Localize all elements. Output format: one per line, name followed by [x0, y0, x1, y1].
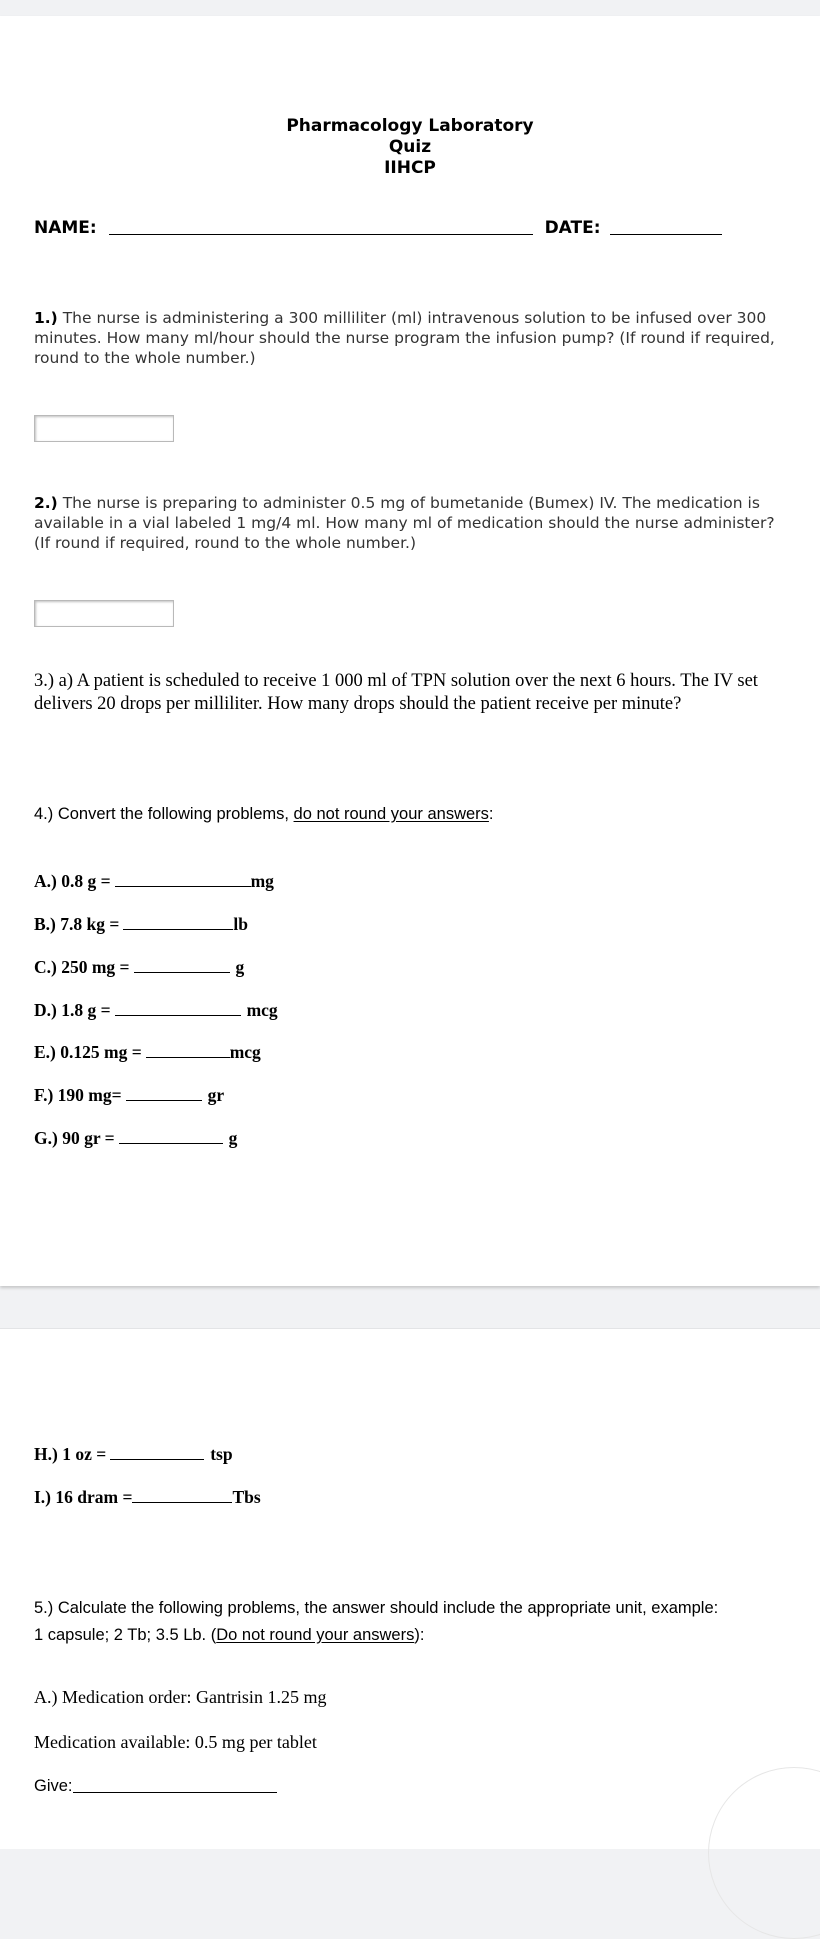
conversion-d-blank[interactable] [115, 1001, 241, 1016]
question-2 [34, 493, 786, 553]
page-corner-decoration [708, 1767, 820, 1939]
conversion-g: G.) 90 gr = g [34, 1128, 238, 1148]
question-2-text: The nurse is preparing to administer 0.5 mg of bumetanide (Bumex) IV. The medication is available in a vial labeled 1 mg/4 ml. How many ml of medication should the nurse administer? (If round if required, round to the whole number.) [34, 494, 775, 552]
conversion-a: A.) 0.8 g = mg [34, 871, 274, 891]
question-5a-available: Medication available: 0.5 mg per tablet [34, 1732, 317, 1752]
name-label: NAME: [34, 218, 97, 238]
question-1-text: The nurse is administering a 300 milliliter (ml) intravenous solution to be infused over 300 minutes. How many ml/hour should the nurse program the infusion pump? (If round if required, round to the whole number.) [34, 309, 775, 367]
conversion-d: D.) 1.8 g = mcg [34, 1000, 278, 1020]
document-page-2 [0, 1328, 820, 1849]
date-blank[interactable] [610, 218, 722, 235]
conversion-h: H.) 1 oz = tsp [34, 1444, 233, 1464]
question-1-answer-input[interactable] [34, 415, 174, 442]
document-page-1 [0, 16, 820, 1286]
name-date-row [34, 218, 722, 238]
question-4-emphasis: do not round your answers [293, 805, 489, 823]
give-blank[interactable] [73, 1778, 277, 1793]
conversion-a-blank[interactable] [115, 872, 251, 887]
conversion-e: E.) 0.125 mg = mcg [34, 1042, 261, 1062]
name-blank[interactable] [109, 218, 533, 235]
question-5a-order: A.) Medication order: Gantrisin 1.25 mg [34, 1687, 327, 1707]
question-1 [34, 308, 786, 368]
question-5-line-1: 5.) Calculate the following problems, the answer should include the appropriate unit, example: [34, 1599, 719, 1617]
title-line-3: IIHCP [384, 158, 436, 178]
conversion-e-blank[interactable] [146, 1043, 230, 1058]
question-5-emphasis: Do not round your answers [216, 1626, 415, 1644]
conversion-f: F.) 190 mg= gr [34, 1085, 225, 1105]
conversion-f-blank[interactable] [126, 1086, 202, 1101]
question-1-number: 1.) [34, 309, 58, 327]
question-5-instruction [34, 1595, 794, 1649]
conversion-b-blank[interactable] [123, 915, 233, 930]
title-line-2: Quiz [388, 137, 432, 157]
question-5-line-2: 1 capsule; 2 Tb; 3.5 Lb. (Do not round your answers): [34, 1626, 425, 1644]
question-2-number: 2.) [34, 494, 58, 512]
conversion-c: C.) 250 mg = g [34, 957, 245, 977]
question-2-answer-input[interactable] [34, 600, 174, 627]
question-3: 3.) a) A patient is scheduled to receive 1 000 ml of TPN solution over the next 6 hours. The IV set delivers 20 drops per milliliter. How many drops should the patient receive per minute? [34, 671, 758, 714]
give-label: Give: [34, 1777, 73, 1795]
conversion-h-blank[interactable] [110, 1445, 204, 1460]
conversion-i-blank[interactable] [132, 1488, 232, 1503]
title-line-1: Pharmacology Laboratory [286, 116, 534, 136]
question-5a-give [34, 1777, 277, 1796]
conversion-i: I.) 16 dram = Tbs [34, 1487, 261, 1507]
conversion-b: B.) 7.8 kg = lb [34, 914, 248, 934]
document-title [0, 116, 820, 179]
conversion-c-blank[interactable] [134, 958, 230, 973]
date-label: DATE: [544, 218, 601, 238]
question-4-instruction: 4.) Convert the following problems, do not round your answers: [34, 805, 494, 823]
conversion-g-blank[interactable] [119, 1129, 223, 1144]
